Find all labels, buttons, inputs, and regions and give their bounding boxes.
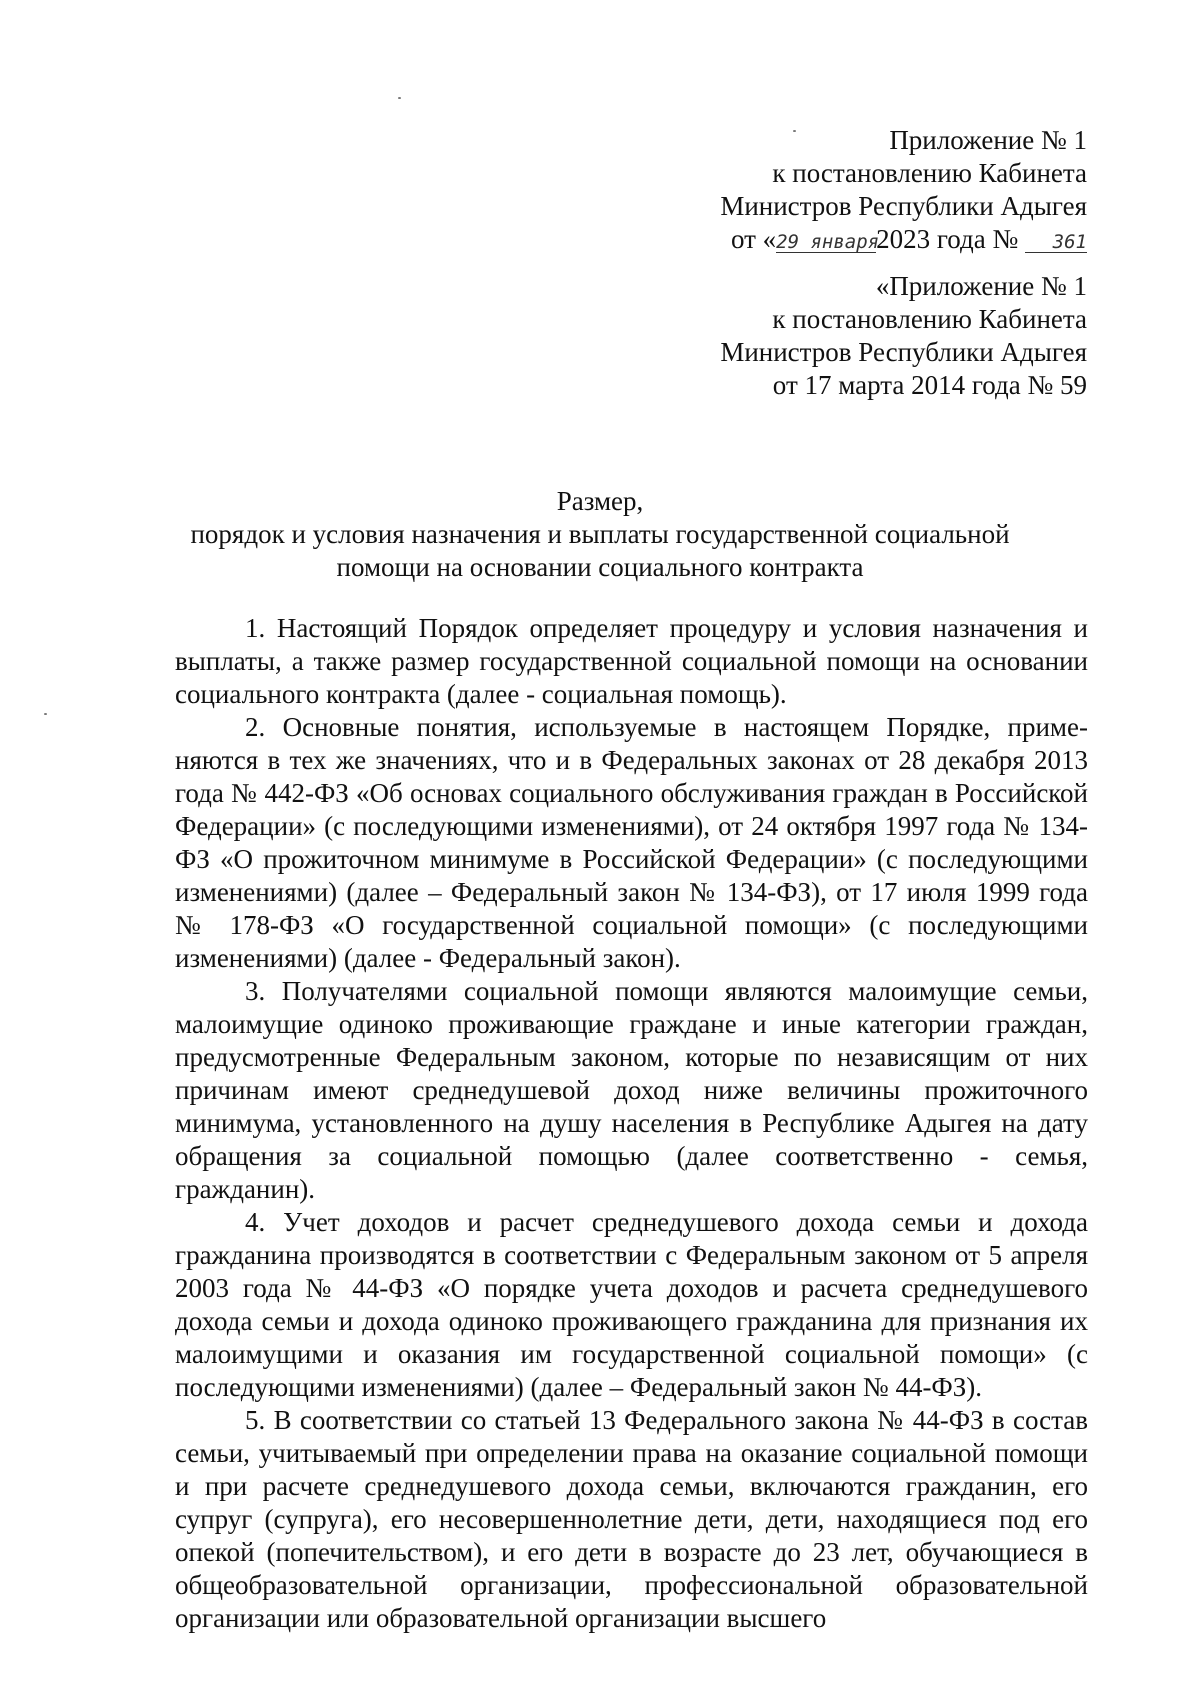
paragraph-1: 1. Настоящий Порядок определяет процедуру и условия назначения и выплаты, а также размер государственной социальной помощи на основании социального контракта (далее - социальная помощь). [175, 613, 1088, 709]
title-line1: Размер, [556, 486, 644, 516]
paragraph-5: 5. В соответствии со статьей 13 Федерального закона № 44-ФЗ в состав семьи, учитываемый при определении права на оказание социальной помощи и при расчете среднедушевого дохода семьи, включаются гражданин, его супруг (супруга), его несовершеннолетние дети, дети, находящиеся под его опекой (попечительством), и его дети в возрасте до 23 лет, обучающиеся в общеобразовательной организации, профессиональной образовательной организации или образовательной организации высшего [175, 1405, 1088, 1633]
original-appendix-header [720, 270, 1087, 402]
scan-speck [398, 97, 401, 99]
document-body [175, 612, 1088, 1635]
appendix-header-line1: Приложение № 1 [889, 125, 1087, 155]
appendix-header-line3: Министров Республики Адыгея [720, 191, 1087, 221]
handwritten-number: 361 [1025, 232, 1087, 253]
appendix-header-date-line [720, 223, 1087, 256]
paragraph-2: 2. Основные понятия, используемые в настоящем Порядке, применяются в тех же значениях, что и в Федеральных законах от 28 декабря 2013 года № 442-ФЗ «Об основах социального обслуживания граждан в Российской Федерации» (с последующими изменениями), от 24 октября 1997 года № 134-ФЗ «О прожиточном минимуме в Российской Федерации» (с последующими изменениями) (далее – Федеральный закон № 134-ФЗ), от 17 июля 1999 года № 178-ФЗ «О государственной социальной помощи» (с последующими изменениями) (далее - Федеральный закон). [175, 712, 1088, 973]
scan-speck [44, 713, 47, 715]
original-header-line2: к постановлению Кабинета [772, 304, 1087, 334]
title-line2: порядок и условия назначения и выплаты государственной социальной [190, 519, 1010, 549]
paragraph-4: 4. Учет доходов и расчет среднедушевого дохода семьи и дохода гражданина производятся в соответствии с Федеральным законом от 5 апреля 2003 года № 44-ФЗ «О порядке учета доходов и расчета среднедушевого дохода семьи и дохода одиноко проживающего гражданина для признания их малоимущими и оказания им государственной социальной помощи» (с последующими изменениями) (далее – Федеральный закон № 44-ФЗ). [175, 1207, 1088, 1402]
paragraph-3: 3. Получателями социальной помощи являются малоимущие семьи, малоимущие одиноко проживающие граждане и иные категории граждан, предусмотренные Федеральным законом, которые по независящим от них причинам имеют среднедушевой доход ниже величины прожиточного минимума, установленного на душу населения в Республике Адыгея на дату обращения за социальной помощью (далее соответственно - семья, гражданин). [175, 976, 1088, 1204]
handwritten-date: 29 января [776, 231, 880, 253]
appendix-header-line2: к постановлению Кабинета [772, 158, 1087, 188]
original-header-line4: от 17 марта 2014 года № 59 [772, 370, 1087, 400]
document-title [150, 485, 1050, 584]
date-prefix: от « [730, 224, 777, 254]
appendix-header [720, 124, 1087, 256]
title-line3: помощи на основании социального контракта [336, 552, 864, 582]
date-year: 2023 года № [876, 224, 1019, 254]
original-header-line1: «Приложение № 1 [875, 271, 1087, 301]
original-header-line3: Министров Республики Адыгея [720, 337, 1087, 367]
